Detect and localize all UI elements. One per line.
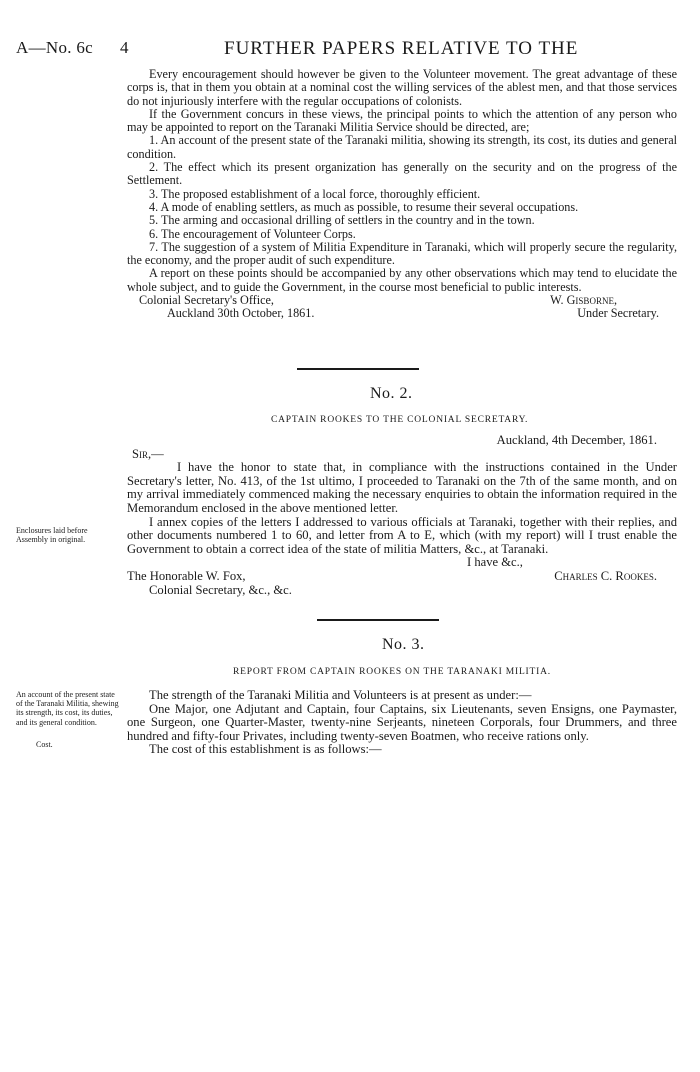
margin-note: Cost. <box>36 740 53 749</box>
place-date: Auckland 30th October, 1861. <box>167 306 315 321</box>
paragraph: The strength of the Taranaki Militia and Volunteers is at present as under:— <box>149 688 532 702</box>
letter-rookes <box>127 434 677 597</box>
addressee-title: Colonial Secretary, &c., &c. <box>149 582 292 597</box>
divider <box>297 368 419 370</box>
signatory: W. Gisborne, <box>550 293 617 308</box>
page-number: 4 <box>120 38 129 57</box>
list-item: 7. The suggestion of a system of Militia Expenditure in Taranaki, which will properly secure the regularity, the economy, and the proper audit of such expenditure. <box>127 239 677 268</box>
document-subtitle: CAPTAIN ROOKES TO THE COLONIAL SECRETARY. <box>271 415 529 425</box>
memorandum-continuation <box>127 68 677 321</box>
paragraph: The cost of this establishment is as follows:— <box>149 742 382 757</box>
document-subtitle: REPORT FROM CAPTAIN ROOKES ON THE TARANAKI MILITIA. <box>233 667 551 677</box>
paragraph: I annex copies of the letters I addressed to various officials at Taranaki, together with their replies, and other documents numbered 1 to 60, and letter from A to E, which (with my report) will I trust enable the Government to obtain a correct idea of the state of militia Matters, &c., at Taranaki. <box>127 514 677 556</box>
office-line: Colonial Secretary's Office, <box>139 293 274 308</box>
paragraph: One Major, one Adjutant and Captain, four Captains, six Lieutenants, seven Ensigns, one Paymaster, one Surgeon, one Quarter-Master, twenty-nine Serjeants, nineteen Corporals, four Drummers, and three hundred and fifty-four Privates, including twenty-seven Boatmen, who receive rations only. <box>127 701 677 743</box>
list-item: 4. A mode of enabling settlers, as much as possible, to resume their several occupations. <box>149 199 579 214</box>
closing: I have &c., <box>467 555 523 570</box>
list-item: 5. The arming and occasional drilling of settlers in the country and in the town. <box>149 213 535 228</box>
signatory-title: Under Secretary. <box>577 306 659 321</box>
margin-note: Enclosures laid before Assembly in original. <box>16 526 88 545</box>
paper-reference: A—No. 6c <box>16 38 93 57</box>
list-item: 3. The proposed establishment of a local force, thoroughly efficient. <box>149 186 481 201</box>
margin-note: An account of the present state of the Taranaki Militia, shewing its strength, its cost, its duties, and its general condition. <box>16 690 119 727</box>
paragraph: If the Government concurs in these views, the principal points to which the attention of any person who may be appointed to report on the Taranaki Militia Service should be directed, are; <box>127 106 677 135</box>
document-number: No. 2. <box>370 385 413 402</box>
divider <box>317 619 439 621</box>
document-number: No. 3. <box>382 636 425 653</box>
addressee: The Honorable W. Fox, <box>127 568 246 583</box>
paragraph: I have the honor to state that, in compliance with the instructions contained in the Under Secretary's letter, No. 413, of the 1st ultimo, I proceeded to Taranaki on the 7th of the same month, and on my arrival immediately commenced making the necessary enquiries to obtain the information required in the Memorandum enclosed in the above mentioned letter. <box>127 460 677 515</box>
signatory: Charles C. Rookes. <box>554 568 657 583</box>
paragraph: Every encouragement should however be given to the Volunteer movement. The great advantage of these corps is, that in them you obtain at a nominal cost the willing services of the ablest men, and that those services do not injuriously interfere with the regular occupations of colonists. <box>127 67 677 108</box>
place-date: Auckland, 4th December, 1861. <box>496 433 657 447</box>
report-rookes <box>127 689 677 757</box>
salutation: Sir,— <box>132 446 164 461</box>
list-item: 2. The effect which its present organization has generally on the security and on the progress of the Settlement. <box>127 160 677 188</box>
list-item: 1. An account of the present state of the Taranaki militia, showing its strength, its cost, its duties and general condition. <box>127 133 677 161</box>
page-title: FURTHER PAPERS RELATIVE TO THE <box>224 38 579 59</box>
list-item: 6. The encouragement of Volunteer Corps. <box>149 226 356 241</box>
paragraph: A report on these points should be accompanied by any other observations which may tend to elucidate the whole subject, and to guide the Government, in the course most beneficial to public interests. <box>127 266 677 294</box>
